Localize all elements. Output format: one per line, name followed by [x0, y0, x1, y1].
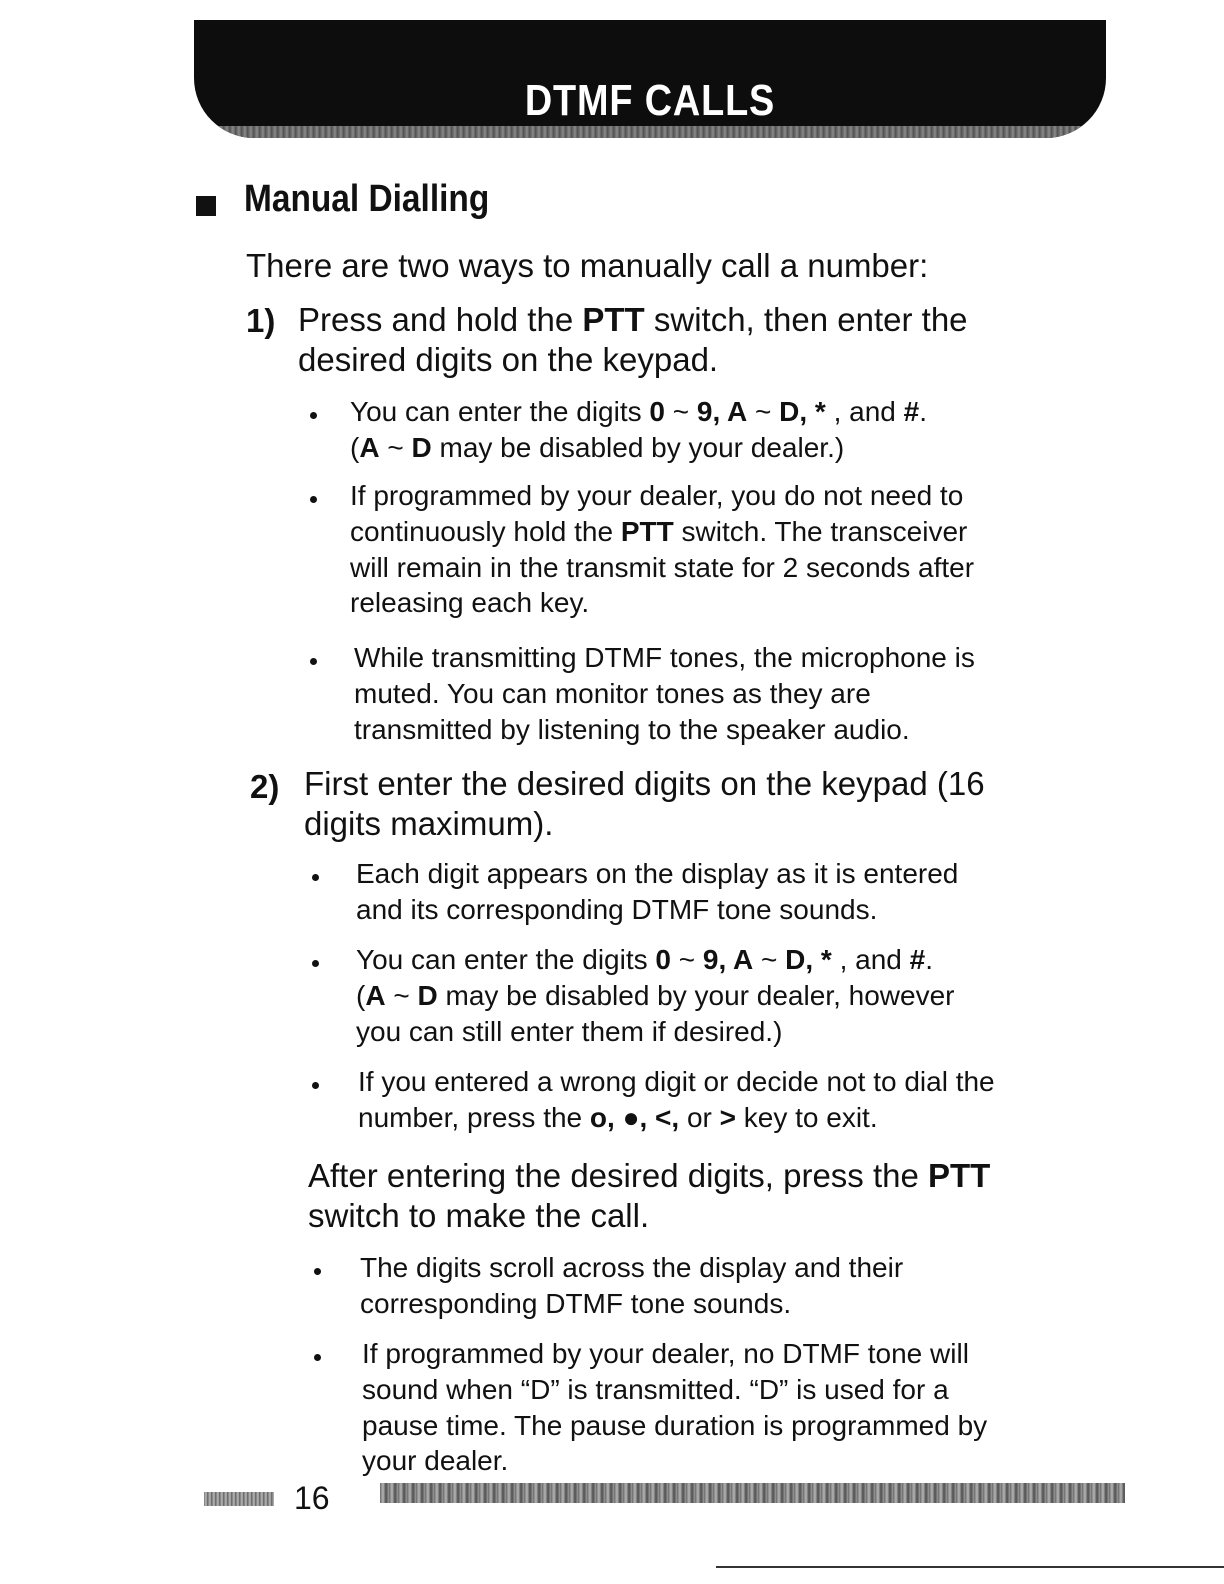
key-label: #: [909, 944, 926, 975]
intro-paragraph: There are two ways to manually call a number:: [246, 247, 929, 284]
bullet-line: If you entered a wrong digit or decide not to dial the: [358, 1066, 995, 1097]
text-span: After entering the desired digits, press the: [308, 1157, 929, 1194]
after-paragraph: [308, 1156, 990, 1235]
text-span: number, press the: [358, 1101, 590, 1133]
key-label: o, ●, <,: [589, 1101, 680, 1133]
text-span: (: [350, 431, 360, 463]
bullet-line: muted. You can monitor tones as they are: [354, 677, 871, 709]
after-line-2: switch to make the call.: [308, 1196, 650, 1234]
bullet-line: transmitted by listening to the speaker audio.: [354, 713, 910, 745]
key-label: 9, A: [696, 396, 748, 427]
text-span: key to exit.: [736, 1101, 878, 1133]
step-2-bullet-3: [358, 1064, 995, 1136]
key-label: D, *: [779, 396, 826, 427]
footer-decoration-left: [204, 1492, 274, 1506]
bullet-line: will remain in the transmit state for 2 seconds after: [350, 551, 975, 583]
bullet-line: [358, 1100, 995, 1136]
key-label: #: [903, 396, 920, 427]
bullet-line: pause time. The pause duration is programmed by: [362, 1409, 988, 1441]
key-label: 9, A: [702, 944, 754, 975]
section-square-icon: [196, 196, 216, 216]
bullet-line: [350, 394, 927, 430]
after-bullet-2: [362, 1336, 987, 1479]
step-2-bullet-1: [356, 856, 958, 928]
bullet-dot-icon: [312, 1082, 319, 1089]
text-span: .: [925, 944, 934, 975]
ptt-key-label: PTT: [620, 515, 674, 547]
text-span: or: [679, 1101, 720, 1133]
chapter-header-band: [194, 20, 1106, 138]
text-span: ~: [753, 944, 786, 975]
text-span: Press and hold the: [298, 301, 583, 338]
ptt-key-label: PTT: [928, 1157, 991, 1194]
bullet-dot-icon: [312, 960, 319, 967]
bullet-dot-icon: [310, 496, 317, 503]
text-span: .: [919, 396, 928, 427]
bullet-line: [356, 942, 954, 978]
step-2-text: [304, 764, 985, 843]
step-1-bullet-1: [350, 394, 927, 466]
bullet-line: corresponding DTMF tone sounds.: [360, 1287, 792, 1319]
text-span: , and: [825, 396, 904, 427]
step-2-line-1: First enter the desired digits on the keypad (16: [304, 765, 985, 802]
bullet-dot-icon: [312, 874, 319, 881]
section-title: Manual Dialling: [244, 178, 490, 220]
text-span: You can enter the digits: [356, 944, 656, 975]
text-span: (: [356, 979, 366, 1011]
bullet-dot-icon: [310, 412, 317, 419]
key-label: 0: [649, 396, 665, 427]
step-1-number: 1): [246, 302, 276, 339]
key-label: >: [719, 1101, 736, 1133]
bullet-line: you can still enter them if desired.): [356, 1015, 783, 1047]
chapter-title: DTMF CALLS: [524, 76, 776, 125]
step-2-line-2: digits maximum).: [304, 804, 554, 842]
bullet-dot-icon: [314, 1354, 321, 1361]
text-span: ~: [747, 396, 780, 427]
ptt-key-label: PTT: [582, 301, 645, 338]
step-1-text: [298, 300, 968, 379]
bullet-line: If programmed by your dealer, you do not need to: [350, 480, 964, 511]
text-span: ~: [670, 944, 703, 975]
key-label: D, *: [785, 944, 832, 975]
bullet-dot-icon: [314, 1268, 321, 1275]
bullet-line: Each digit appears on the display as it is entered: [356, 858, 959, 889]
text-span: , and: [831, 944, 910, 975]
bottom-rule-divider: [716, 1566, 1224, 1568]
bullet-line: your dealer.: [362, 1445, 509, 1477]
text-span: switch, then enter the: [644, 301, 968, 338]
step-2-number: 2): [250, 768, 280, 805]
text-span: may be disabled by your dealer, however: [437, 979, 955, 1011]
after-bullet-1: [360, 1250, 903, 1322]
after-line-1: [308, 1156, 990, 1196]
step-2-bullet-2: [356, 942, 954, 1049]
text-span: ~: [385, 979, 418, 1011]
key-label: 0: [655, 944, 671, 975]
bullet-line: The digits scroll across the display and their: [360, 1252, 904, 1283]
footer-decoration-bar: [380, 1483, 1125, 1503]
key-label: A: [365, 979, 386, 1011]
bullet-line: sound when “D” is transmitted. “D” is used for a: [362, 1373, 949, 1405]
key-label: D: [411, 431, 432, 463]
bullet-line: [350, 430, 927, 466]
page-number: 16: [294, 1480, 330, 1516]
bullet-line: releasing each key.: [350, 587, 590, 619]
step-1-line-1: [298, 300, 968, 340]
bullet-line: While transmitting DTMF tones, the microphone is: [354, 642, 975, 673]
text-span: ~: [664, 396, 697, 427]
text-span: switch. The transceiver: [673, 515, 968, 547]
bullet-line: If programmed by your dealer, no DTMF tone will: [362, 1338, 969, 1369]
bullet-line: [350, 514, 974, 550]
key-label: D: [417, 979, 438, 1011]
text-span: may be disabled by your dealer.): [431, 431, 845, 463]
key-label: A: [359, 431, 380, 463]
bullet-dot-icon: [310, 658, 317, 665]
step-1-bullet-3: [354, 640, 975, 747]
step-1-line-2: desired digits on the keypad.: [298, 340, 719, 378]
bullet-line: and its corresponding DTMF tone sounds.: [356, 893, 878, 925]
text-span: continuously hold the: [350, 515, 621, 547]
step-1-bullet-2: [350, 478, 974, 621]
text-span: ~: [379, 431, 412, 463]
text-span: You can enter the digits: [350, 396, 650, 427]
bullet-line: [356, 978, 954, 1014]
